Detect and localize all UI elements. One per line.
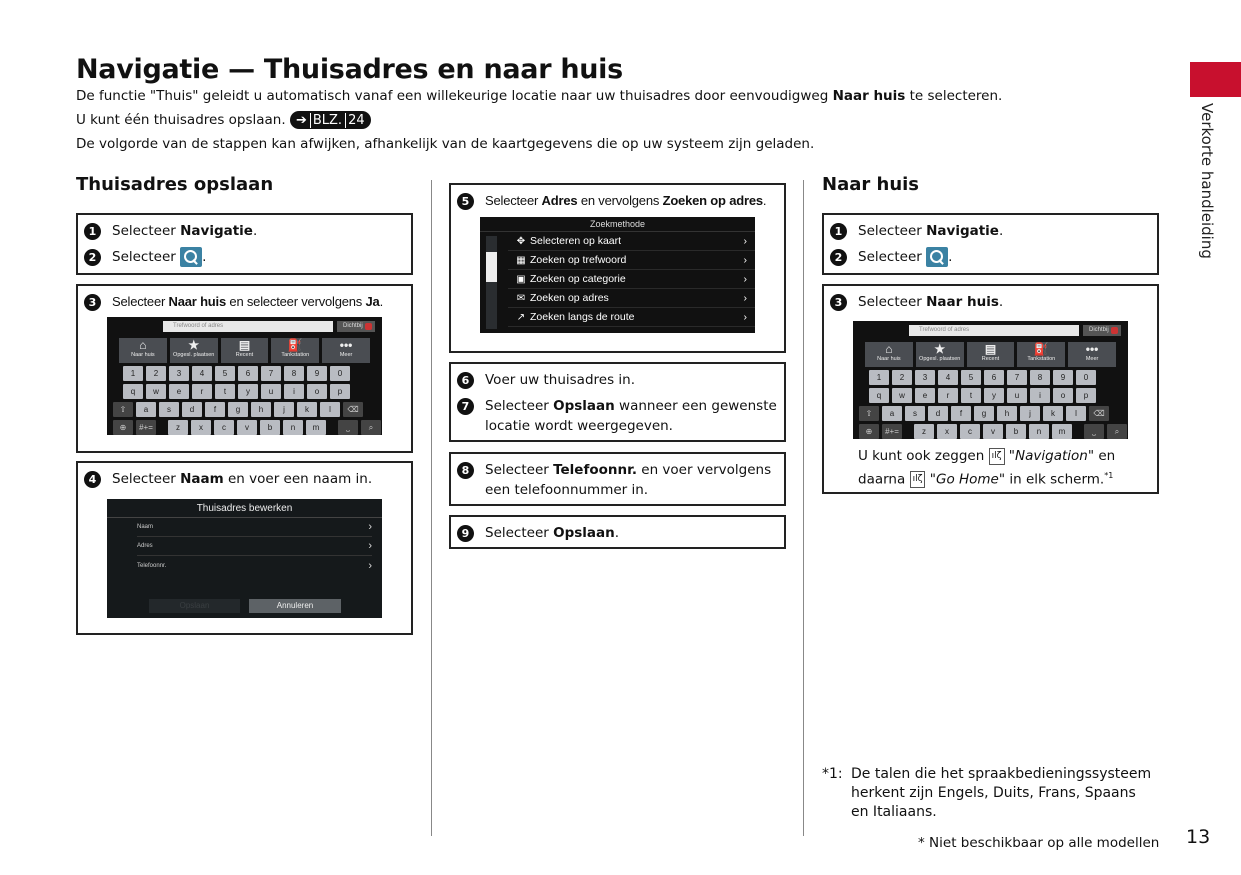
key[interactable]: t: [215, 384, 235, 399]
key[interactable]: a: [882, 406, 902, 421]
key[interactable]: b: [1006, 424, 1026, 439]
step-7: [457, 396, 778, 436]
key[interactable]: h: [997, 406, 1017, 421]
ref-page: 24: [345, 113, 365, 128]
key-row: [107, 384, 382, 399]
language-key[interactable]: ⊕: [113, 420, 133, 435]
step-1: [830, 221, 1151, 241]
step-2: [830, 247, 1151, 267]
text: wanneer een gewenste locatie wordt weergegeven.: [485, 398, 777, 434]
key[interactable]: y: [238, 384, 258, 399]
step-box: [449, 452, 786, 506]
chevron-right-icon: ›: [368, 559, 372, 572]
key[interactable]: w: [892, 388, 912, 403]
ref-label: BLZ.: [310, 113, 342, 128]
key[interactable]: 0: [330, 366, 350, 381]
voice-command-note: U kunt ook zeggen ılζ "Navigation" en daarna ılζ "Go Home" in elk scherm.$^{*1}$: [858, 448, 1116, 488]
key[interactable]: s: [905, 406, 925, 421]
text: .: [998, 223, 1004, 239]
step-8: [457, 460, 778, 500]
text: Meer: [1085, 356, 1099, 362]
edit-home-screenshot: [107, 499, 382, 618]
symbols-key[interactable]: #+=: [136, 420, 156, 435]
text: .: [762, 193, 767, 208]
key[interactable]: u: [261, 384, 281, 399]
key[interactable]: w: [146, 384, 166, 399]
key[interactable]: m: [306, 420, 326, 435]
chevron-right-icon: ›: [743, 254, 747, 266]
text: .: [614, 525, 620, 541]
shortcut-icon: ⌂: [139, 338, 147, 352]
key[interactable]: n: [283, 420, 303, 435]
step-1: [84, 221, 405, 241]
key[interactable]: p: [1076, 388, 1096, 403]
intro-line-2: [76, 111, 371, 129]
key[interactable]: r: [938, 388, 958, 403]
step-number: 3: [830, 294, 847, 311]
text-bold: Naar huis: [926, 294, 999, 310]
search-key[interactable]: ⌕: [1107, 424, 1127, 439]
key[interactable]: z: [168, 420, 188, 435]
key[interactable]: e: [169, 384, 189, 399]
text: [865, 342, 1116, 367]
key-row: [853, 388, 1128, 403]
key[interactable]: a: [136, 402, 156, 417]
search-icon: [926, 247, 948, 267]
chevron-right-icon: ›: [743, 273, 747, 285]
chevron-right-icon: ›: [368, 540, 372, 552]
key[interactable]: n: [1029, 424, 1049, 439]
text: .: [202, 249, 207, 265]
key[interactable]: s: [159, 402, 179, 417]
cancel-button[interactable]: Annuleren: [249, 599, 341, 613]
text: Selecteer: [485, 398, 554, 414]
menu-item-icon: ✥: [516, 235, 526, 247]
text-bold: Zoeken op adres: [662, 193, 763, 208]
chevron-right-icon: ›: [743, 292, 747, 304]
step-box: [449, 362, 786, 442]
text-bold: Naam: [180, 471, 224, 487]
key[interactable]: f: [205, 402, 225, 417]
text: U kunt ook zeggen: [858, 448, 989, 464]
text: [119, 338, 370, 363]
key[interactable]: k: [297, 402, 317, 417]
key[interactable]: z: [914, 424, 934, 439]
text: Opgesl. plaatsen: [919, 356, 961, 362]
search-method-screenshot: [480, 217, 755, 333]
step-box: [449, 515, 786, 549]
key[interactable]: l: [320, 402, 340, 417]
text-bold: Opslaan: [553, 525, 615, 541]
key[interactable]: y: [984, 388, 1004, 403]
text: .: [252, 223, 258, 239]
key[interactable]: 3: [169, 366, 189, 381]
step-box: [76, 213, 413, 275]
menu-item-icon: ▦: [516, 254, 526, 266]
nearby-button[interactable]: Dichtbij: [1083, 325, 1121, 336]
key[interactable]: b: [260, 420, 280, 435]
key[interactable]: u: [1007, 388, 1027, 403]
shortcut-icon: •••: [339, 338, 353, 352]
step-text: [112, 221, 257, 241]
text: Tankstation: [281, 352, 310, 358]
text: Recent: [981, 356, 1000, 362]
key[interactable]: d: [928, 406, 948, 421]
text-bold: Naar huis: [832, 88, 906, 104]
text: en selecteer vervolgens: [226, 294, 366, 309]
key[interactable]: 2: [146, 366, 166, 381]
shortcut-button[interactable]: [865, 342, 913, 367]
step-number: 6: [457, 372, 474, 389]
text: Adres: [137, 543, 153, 549]
key[interactable]: r: [192, 384, 212, 399]
shortcut-button[interactable]: [170, 338, 218, 363]
text-bold: Telefoonnr.: [553, 462, 637, 478]
keyboard-screenshot: [107, 317, 382, 435]
key[interactable]: 5: [215, 366, 235, 381]
text: Navigation: [1015, 448, 1088, 464]
chevron-right-icon: ›: [743, 235, 747, 247]
step-number: 2: [830, 249, 847, 266]
scrollbar[interactable]: [486, 236, 497, 329]
row-phone[interactable]: [137, 556, 372, 575]
menu-item[interactable]: [508, 308, 755, 327]
key[interactable]: 5: [961, 370, 981, 385]
symbols-key[interactable]: #+=: [882, 424, 902, 439]
section-tab-label: Verkorte handleiding: [1198, 103, 1216, 259]
key-row: [107, 366, 382, 381]
save-button-disabled: Opslaan: [149, 599, 240, 613]
shortcut-icon: ⛽: [1033, 342, 1049, 356]
key[interactable]: 4: [938, 370, 958, 385]
step-number: 1: [84, 223, 101, 240]
text: .: [998, 294, 1004, 310]
shortcut-button[interactable]: [1017, 342, 1065, 367]
section-tab-marker: [1190, 62, 1241, 97]
page-title: Navigatie — Thuisadres en naar huis: [76, 54, 623, 85]
step-text: [858, 247, 952, 267]
text: Naar huis: [877, 356, 901, 362]
text: en vervolgens: [577, 193, 663, 208]
text: Zoeken op categorie: [530, 273, 626, 285]
text-bold: Naar huis: [168, 294, 226, 309]
step-text: [112, 469, 372, 489]
talk-button-icon: ılζ: [910, 471, 926, 488]
menu-item-icon: ▣: [516, 273, 526, 285]
text: Trefwoord of adres: [173, 322, 224, 329]
text: Selecteer: [112, 249, 181, 265]
shortcut-icon: ⛽: [287, 338, 303, 352]
key[interactable]: d: [182, 402, 202, 417]
shortcut-button[interactable]: [221, 338, 269, 363]
availability-note: * Niet beschikbaar op alle modellen: [918, 835, 1160, 851]
step-number: 8: [457, 462, 474, 479]
column-divider: [431, 180, 432, 836]
text: De talen die het spraakbedieningssysteem herkent zijn Engels, Duits, Frans, Spaans en Italiaans.: [851, 766, 1152, 820]
step-3: [830, 292, 1151, 312]
arrow-right-icon: ➔: [295, 112, 307, 128]
step-number: 3: [84, 294, 101, 311]
text: *1:: [822, 766, 843, 782]
text-bold: Navigatie: [926, 223, 999, 239]
key-row: [853, 406, 1128, 421]
step-text: [112, 247, 206, 267]
shortcut-icon: •••: [1085, 342, 1099, 356]
shift-key[interactable]: ⇧: [113, 402, 133, 417]
text: Go Home: [935, 471, 999, 488]
text: Selecteer: [858, 294, 927, 310]
key[interactable]: v: [983, 424, 1003, 439]
step-2: [84, 247, 405, 267]
step-text: [485, 191, 766, 211]
talk-button-icon: ılζ: [989, 448, 1005, 465]
text: en voer een naam in.: [223, 471, 373, 487]
key[interactable]: 8: [284, 366, 304, 381]
text: U kunt één thuisadres opslaan.: [76, 112, 286, 128]
space-key[interactable]: ⎵: [1084, 424, 1104, 439]
menu-item[interactable]: [508, 270, 755, 289]
row-address[interactable]: [137, 537, 372, 556]
key[interactable]: 6: [238, 366, 258, 381]
step-number: 9: [457, 525, 474, 542]
text-bold: Navigatie: [180, 223, 253, 239]
step-6: [457, 370, 778, 390]
key[interactable]: g: [228, 402, 248, 417]
backspace-key[interactable]: ⌫: [343, 402, 363, 417]
key-row: [107, 402, 382, 417]
key[interactable]: t: [961, 388, 981, 403]
shortcut-button[interactable]: [322, 338, 370, 363]
shortcut-icon: ▤: [984, 342, 997, 356]
keyboard-screenshot: [853, 321, 1128, 439]
nearby-button[interactable]: Dichtbij: [337, 321, 375, 332]
step-number: 4: [84, 471, 101, 488]
menu-item[interactable]: [508, 289, 755, 308]
key[interactable]: 9: [1053, 370, 1073, 385]
key[interactable]: p: [330, 384, 350, 399]
text: Selecteer: [858, 223, 927, 239]
text: Telefoonnr.: [137, 562, 167, 569]
text: Tankstation: [1027, 356, 1056, 362]
text: Zoeken op trefwoord: [530, 254, 627, 266]
key[interactable]: x: [937, 424, 957, 439]
text: Selecteer: [112, 294, 169, 309]
step-number: 7: [457, 398, 474, 415]
step-number: 1: [830, 223, 847, 240]
key[interactable]: 9: [307, 366, 327, 381]
menu-item-icon: ✉: [516, 292, 526, 304]
key-row: [107, 420, 382, 435]
intro-line-1: [76, 88, 1002, 104]
step-number: 2: [84, 249, 101, 266]
step-number: 5: [457, 193, 474, 210]
step-4: [84, 469, 405, 489]
text: Trefwoord of adres: [919, 326, 970, 333]
section-heading: Naar huis: [822, 174, 920, 195]
key[interactable]: h: [251, 402, 271, 417]
search-input[interactable]: [163, 321, 333, 332]
step-text: [858, 292, 1003, 312]
key[interactable]: o: [1053, 388, 1073, 403]
shortcut-button[interactable]: [1068, 342, 1116, 367]
key[interactable]: x: [191, 420, 211, 435]
key[interactable]: c: [960, 424, 980, 439]
text: Meer: [339, 352, 353, 358]
key[interactable]: i: [1030, 388, 1050, 403]
text: en daarna: [858, 448, 1116, 488]
text: [855, 323, 1126, 337]
text: Naam: [137, 524, 154, 530]
shortcut-icon: ⌂: [885, 342, 893, 356]
key[interactable]: 7: [1007, 370, 1027, 385]
chevron-right-icon: ›: [743, 311, 747, 323]
step-text: [485, 460, 778, 500]
step-text: [485, 396, 778, 436]
search-input[interactable]: [909, 325, 1079, 336]
key[interactable]: c: [214, 420, 234, 435]
text: .: [379, 294, 384, 309]
text: Selecteer: [485, 525, 554, 541]
text: Selecteren op kaart: [530, 235, 622, 247]
text: Naar huis: [131, 352, 155, 358]
key[interactable]: v: [237, 420, 257, 435]
key[interactable]: 6: [984, 370, 1004, 385]
intro-line-3: De volgorde van de stappen kan afwijken, afhankelijk van de kaartgegevens die op uw systeem zijn geladen.: [76, 136, 815, 152]
column-divider: [803, 180, 804, 836]
key[interactable]: 7: [261, 366, 281, 381]
key[interactable]: 8: [1030, 370, 1050, 385]
shortcut-icon: ★: [934, 342, 946, 356]
language-key[interactable]: ⊕: [859, 424, 879, 439]
key-row: [853, 424, 1128, 439]
text: Selecteer: [112, 223, 181, 239]
key-row: [853, 370, 1128, 385]
text: Selecteer: [485, 462, 554, 478]
text: *1: [1104, 471, 1114, 480]
screen-title: Thuisadres bewerken: [107, 499, 382, 518]
text: te selecteren.: [905, 88, 1003, 104]
chevron-right-icon: ›: [368, 521, 372, 533]
key[interactable]: q: [869, 388, 889, 403]
text: .: [948, 249, 953, 265]
text: Opgesl. plaatsen: [173, 352, 215, 358]
screen-title: Zoekmethode: [480, 217, 755, 232]
shortcut-icon: ★: [188, 338, 200, 352]
text: Selecteer: [112, 471, 181, 487]
page-reference-link[interactable]: [290, 111, 371, 129]
step-box: [822, 213, 1159, 275]
key[interactable]: l: [1066, 406, 1086, 421]
shortcut-button[interactable]: [967, 342, 1015, 367]
row-name[interactable]: [137, 518, 372, 537]
key[interactable]: q: [123, 384, 143, 399]
backspace-key[interactable]: ⌫: [1089, 406, 1109, 421]
shortcut-icon: ▤: [238, 338, 251, 352]
text: Selecteer: [485, 193, 542, 208]
menu-item[interactable]: [508, 251, 755, 270]
step-text: Voer uw thuisadres in.: [485, 372, 635, 388]
shift-key[interactable]: ⇧: [859, 406, 879, 421]
step-text: [858, 221, 1003, 241]
text: Zoeken op adres: [530, 292, 609, 304]
text: Recent: [235, 352, 254, 358]
menu-item[interactable]: [508, 232, 755, 251]
step-text: [112, 292, 383, 312]
step-3: [84, 292, 405, 312]
space-key[interactable]: ⎵: [338, 420, 358, 435]
key[interactable]: k: [1043, 406, 1063, 421]
key[interactable]: e: [915, 388, 935, 403]
page-number: 13: [1186, 826, 1211, 848]
key[interactable]: 0: [1076, 370, 1096, 385]
key[interactable]: 3: [915, 370, 935, 385]
text: De functie "Thuis" geleidt u automatisch vanaf een willekeurige locatie naar uw thuisadres door eenvoudigweg: [76, 88, 833, 104]
search-icon: [180, 247, 202, 267]
key[interactable]: j: [274, 402, 294, 417]
key[interactable]: i: [284, 384, 304, 399]
text: [486, 252, 497, 282]
text: [480, 232, 755, 327]
key[interactable]: g: [974, 406, 994, 421]
key[interactable]: o: [307, 384, 327, 399]
text: Zoeken langs de route: [530, 311, 635, 323]
key[interactable]: j: [1020, 406, 1040, 421]
text: [109, 319, 380, 333]
key[interactable]: 1: [123, 366, 143, 381]
key[interactable]: m: [1052, 424, 1072, 439]
footnote: [822, 765, 1152, 822]
section-heading: Thuisadres opslaan: [76, 174, 274, 195]
menu-item-icon: ↗: [516, 311, 526, 323]
key[interactable]: f: [951, 406, 971, 421]
shortcut-button[interactable]: [119, 338, 167, 363]
text-bold: Adres: [541, 193, 578, 208]
key[interactable]: 1: [869, 370, 889, 385]
step-5: [457, 191, 778, 211]
text-bold: Ja: [365, 294, 380, 309]
text: Selecteer: [858, 249, 927, 265]
text-bold: Opslaan: [553, 398, 615, 414]
shortcut-button[interactable]: [271, 338, 319, 363]
search-key[interactable]: ⌕: [361, 420, 381, 435]
step-9: [457, 523, 778, 543]
text: in elk scherm.: [1005, 471, 1105, 488]
shortcut-button[interactable]: [916, 342, 964, 367]
key[interactable]: 2: [892, 370, 912, 385]
step-text: [485, 523, 619, 543]
key[interactable]: 4: [192, 366, 212, 381]
text: en voer vervolgens een telefoonnummer in.: [485, 462, 772, 498]
